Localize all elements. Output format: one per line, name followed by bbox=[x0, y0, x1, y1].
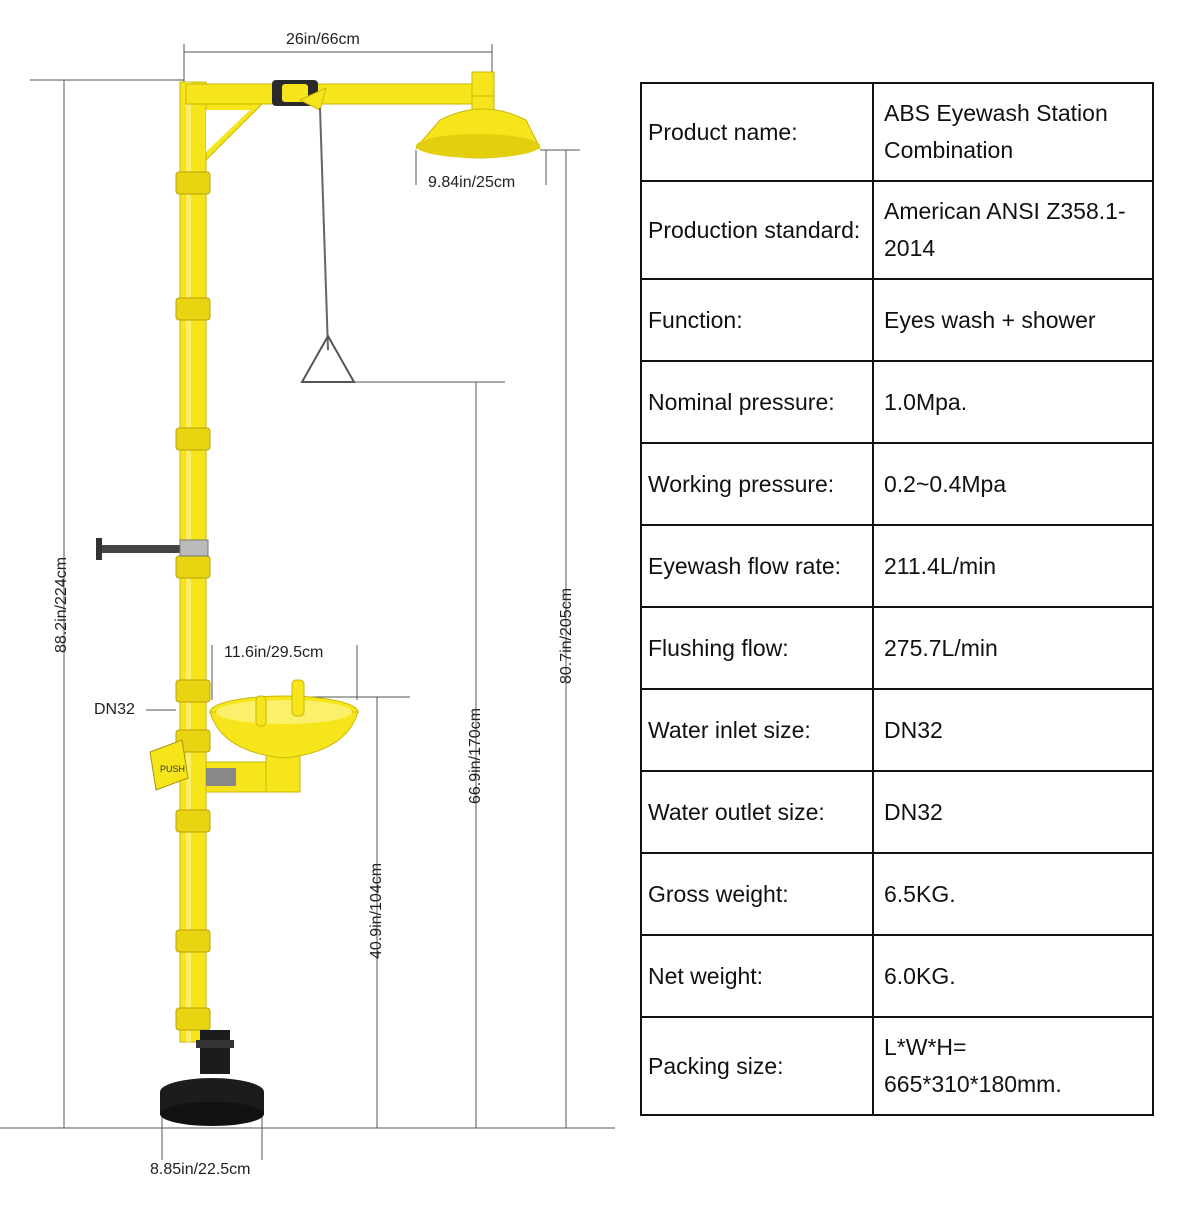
spec-value: DN32 bbox=[873, 689, 1153, 771]
push-plate-label: PUSH bbox=[160, 764, 186, 774]
spec-value: L*W*H= 665*310*180mm. bbox=[873, 1017, 1153, 1115]
showerhead-height-label: 80.7in/205cm bbox=[558, 587, 575, 685]
spec-value: 6.5KG. bbox=[873, 853, 1153, 935]
spec-row bbox=[641, 443, 1153, 525]
spec-key: Water outlet size: bbox=[641, 771, 873, 853]
spec-value: DN32 bbox=[873, 771, 1153, 853]
spec-key: Product name: bbox=[641, 83, 873, 181]
showerhead bbox=[416, 96, 540, 158]
main-pole bbox=[176, 82, 210, 1042]
spec-row bbox=[641, 935, 1153, 1017]
spec-row bbox=[641, 607, 1153, 689]
spec-row bbox=[641, 83, 1153, 181]
spec-value: 275.7L/min bbox=[873, 607, 1153, 689]
spec-key: Gross weight: bbox=[641, 853, 873, 935]
spec-key: Flushing flow: bbox=[641, 607, 873, 689]
dimension-lines bbox=[0, 44, 615, 1160]
showerhead-diameter-label: 9.84in/25cm bbox=[428, 174, 516, 191]
spec-row bbox=[641, 689, 1153, 771]
spec-value: 6.0KG. bbox=[873, 935, 1153, 1017]
spec-key: Packing size: bbox=[641, 1017, 873, 1115]
spec-row bbox=[641, 525, 1153, 607]
spec-key: Function: bbox=[641, 279, 873, 361]
spec-value: ABS Eyewash Station Combination bbox=[873, 83, 1153, 181]
spec-key: Working pressure: bbox=[641, 443, 873, 525]
spec-value: Eyes wash + shower bbox=[873, 279, 1153, 361]
base bbox=[160, 1030, 264, 1126]
spec-row bbox=[641, 853, 1153, 935]
bowl-height-label: 40.9in/104cm bbox=[368, 862, 385, 960]
bowl-width-label: 11.6in/29.5cm bbox=[224, 644, 324, 661]
total-height-label: 88.2in/224cm bbox=[53, 556, 70, 654]
spec-value: American ANSI Z358.1-2014 bbox=[873, 181, 1153, 279]
inlet-size-label: DN32 bbox=[94, 701, 135, 718]
pull-handle-height-label: 66.9in/170cm bbox=[467, 707, 484, 805]
pull-rod bbox=[302, 108, 354, 382]
spec-value: 211.4L/min bbox=[873, 525, 1153, 607]
spec-row bbox=[641, 771, 1153, 853]
spec-table bbox=[640, 82, 1154, 1116]
spec-row bbox=[641, 181, 1153, 279]
spec-key: Nominal pressure: bbox=[641, 361, 873, 443]
spec-key: Eyewash flow rate: bbox=[641, 525, 873, 607]
spec-row bbox=[641, 1017, 1153, 1115]
spec-row bbox=[641, 361, 1153, 443]
spec-value: 1.0Mpa. bbox=[873, 361, 1153, 443]
spec-row bbox=[641, 279, 1153, 361]
spec-key: Production standard: bbox=[641, 181, 873, 279]
base-diameter-label: 8.85in/22.5cm bbox=[150, 1161, 251, 1178]
spec-key: Water inlet size: bbox=[641, 689, 873, 771]
arm-width-label: 26in/66cm bbox=[286, 31, 360, 48]
spec-key: Net weight: bbox=[641, 935, 873, 1017]
spec-value: 0.2~0.4Mpa bbox=[873, 443, 1153, 525]
